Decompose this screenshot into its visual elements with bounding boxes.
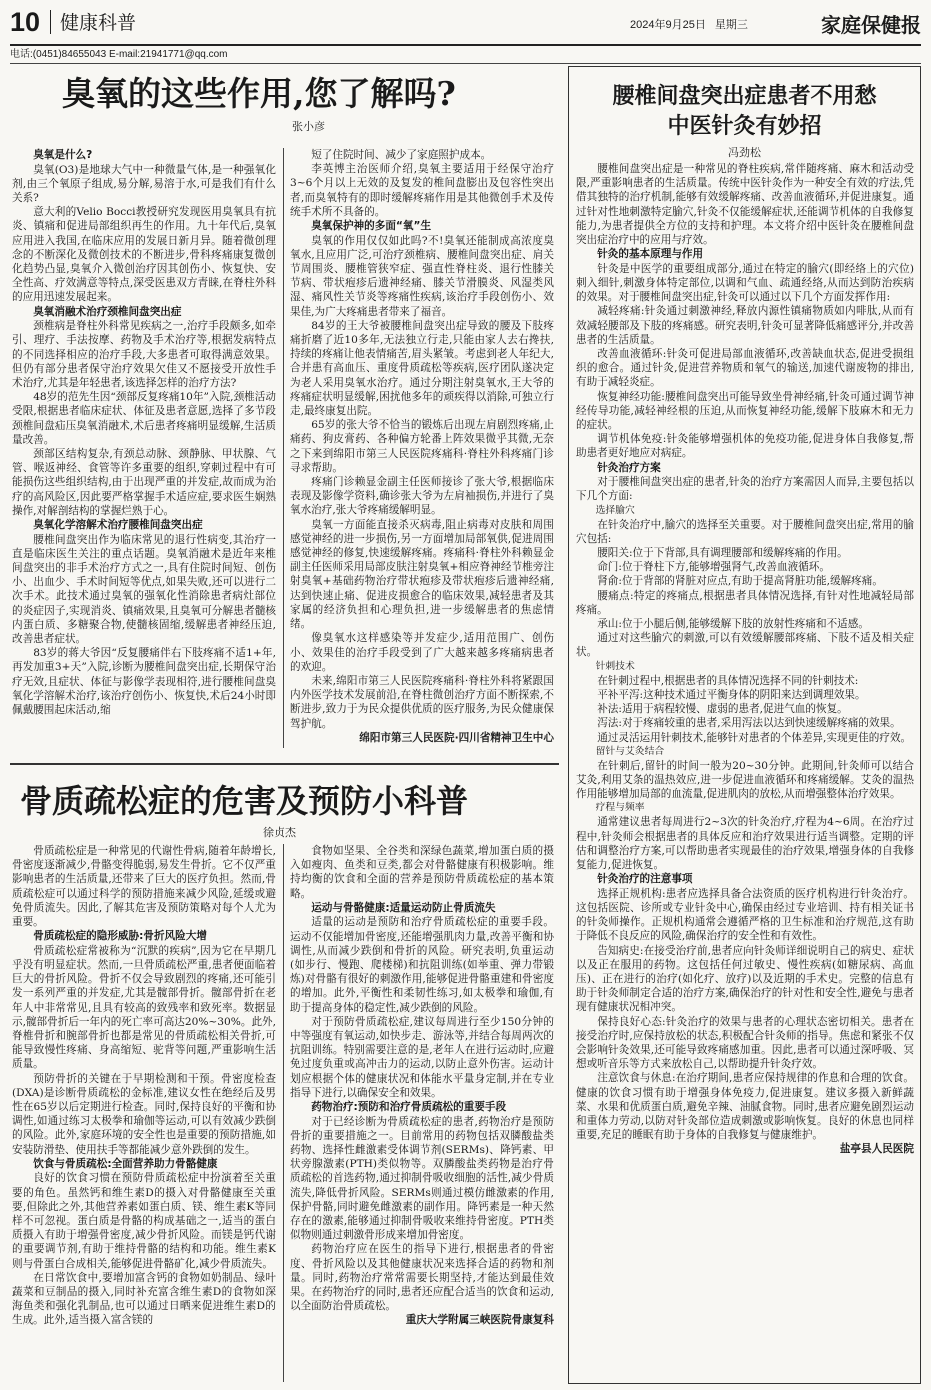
paragraph: 告知病史:在接受治疗前,患者应向针灸师详细说明自己的病史、症状以及正在服用的药物。这包括任何过敏史、慢性疾病(如糖尿病、高血压)、正在进行的治疗(如化疗、放疗)以及近期的手术史。完整的信息有助于针灸师制定合适的治疗方案,确保治疗的针对性和安全性,避免与患者现有健康状况相冲突。: [576, 944, 914, 1014]
paragraph: 通过对这些腧穴的刺激,可以有效缓解腰部疼痛、下肢不适及相关症状。: [576, 632, 914, 659]
paragraph: 腰椎间盘突出症是一种常见的脊柱疾病,常伴随疼痛、麻木和活动受限,严重影响患者的生活质量。传统中医针灸作为一种安全有效的疗法,凭借其独特的治疗机制,能够有效缓解疼痛、改善血液循环,并促进康复。通过针对性地刺激特定腧穴,针灸不仅能缓解症状,还能调节机体的自我修复能力,为患者提供全方位的支持和护理。本文将介绍中医针灸在腰椎间盘突出症治疗中的应用与疗效。: [576, 163, 914, 247]
paragraph: 对于预防骨质疏松症,建议每周进行至少150分钟的中等强度有氧运动,如快步走、游泳等,并结合每周两次的抗阻训练。特别需要注意的是,老年人在进行运动时,应避免过度负重或高冲击力的运动,以防止意外伤害。运动计划应根据个体的健康状况和体能水平量身定制,并在专业指导下进行,以确保安全和效果。: [290, 1015, 554, 1099]
paragraph: 肾俞:位于背部的肾脏对应点,有助于提高肾脏功能,缓解疼痛。: [597, 575, 883, 588]
masthead: [0, 0, 931, 44]
paragraph: 改善血液循环:针灸可促进局部血液循环,改善缺血状态,促进受损组织的愈合。通过针灸,促进营养物质和氧气的输送,加速代谢废物的排出,有助于减轻炎症。: [576, 348, 914, 389]
paragraph: 腰阳关:位于下背部,具有调理腰部和缓解疼痛的作用。: [597, 547, 848, 560]
subheading: 臭氧是什么?: [33, 149, 93, 161]
paragraph: 颈部区结构复杂,有颈总动脉、颈静脉、甲状腺、气管、喉返神经、食管等许多重要的组织,穿刺过程中有可能损伤这些组织结构,由于出现严重的并发症,故而成为治疗的高风险区,因此要严格掌握手术适应症,要求医生娴熟操作,对解剖结构的掌握烂熟于心。: [12, 448, 276, 517]
organization-signature: 重庆大学附属三峡医院骨康复科: [405, 1314, 554, 1327]
paragraph: 腰椎间盘突出作为临床常见的退行性病变,其治疗一直是临床医生关注的重点话题。臭氧消融术是近年来椎间盘突出的非手术治疗方式之一,具有住院时间短、创伤小、出血少、手术时间短等优点,如果失败,还可以进行二次手术。此技术通过臭氧的强氧化性消除患者病灶部位的炎症因子,实现消炎、镇痛效果,且臭氧可分解患者髓核内蛋白质、多糖聚合物,使髓核固缩,缓解患者神经压迫,改善患者症状。: [12, 533, 276, 646]
paragraph: 意大利的Velio Bocci教授研究发现医用臭氧具有抗炎、镇痛和促进局部组织再生的作用。九十年代后,臭氧应用进入我国,在临床应用的发展日新月异。随着微创理念的不断深化及微创技术的不断进步,骨科疼痛康复微创化趋势凸显,臭氧介入微创治疗因其创伤小、恢复快、安全性高、疗效满意等特点,深受医患双方青睐,在脊柱外科的应用迅速发展起来。: [12, 206, 276, 304]
masthead-rule: [10, 44, 921, 46]
paragraph: 调节机体免疫:针灸能够增强机体的免疫功能,促进身体自我修复,帮助患者更好地应对病症。: [576, 433, 914, 460]
paragraph: 平补平泻:这种技术通过平衡身体的阴阳来达到调理效果。: [597, 688, 866, 701]
article-title-line-1: 腰椎间盘突出症患者不用愁: [612, 83, 877, 109]
paragraph: 承山:位于小腿后侧,能够缓解下肢的放射性疼痛和不适感。: [597, 618, 869, 631]
paragraph: 疼痛门诊赖显金副主任医师接诊了张大爷,根据临床表现及影像学资料,确诊张大爷为左肩袖损伤,并进行了臭氧水治疗,张大爷疼痛缓解明显。: [290, 476, 554, 517]
date: [630, 18, 748, 32]
paragraph: 臭氧(O3)是地球大气中一种微量气体,是一种强氧化剂,由三个氧原子组成,易分解,易溶于水,可是我们有什么关系?: [12, 163, 276, 204]
paragraph: 通常建议患者每周进行2~3次的针灸治疗,疗程为4~6周。在治疗过程中,针灸师会根据患者的具体反应和治疗效果进行适当调整。定期的评估和调整治疗方案,可以帮助患者实现最佳的治疗效果,增强身体的自我修复能力,促进恢复。: [576, 816, 914, 871]
paragraph: 通过灵活运用针刺技术,能够针对患者的个体差异,实现更佳的疗效。: [597, 731, 912, 744]
subheading: 针灸治疗方案: [597, 461, 661, 474]
paragraph: 对于腰椎间盘突出症的患者,针灸的治疗方案需因人而异,主要包括以下几个方面:: [576, 476, 914, 503]
paragraph: 未来,绵阳市第三人民医院疼痛科·脊柱外科将紧跟国内外医学技术发展前沿,在脊柱微创治疗方面不断探索,不断进步,致力于为民众提供优质的医疗服务,为民众健康保驾护航。: [290, 674, 554, 730]
article-body: [576, 162, 914, 1380]
paragraph: 减轻疼痛:针灸通过刺激神经,释放内源性镇痛物质如内啡肽,从而有效减轻腰部及下肢的疼痛感。研究表明,针灸可显著降低痛感评分,并改善患者的生活质量。: [576, 305, 914, 346]
subheading: 臭氧保护神的多面“氧”生: [311, 220, 432, 233]
subheading: 针灸治疗的注意事项: [597, 873, 693, 886]
subheading: 留针与艾灸结合: [595, 745, 665, 757]
section-rule: [10, 763, 559, 765]
paragraph: 83岁的蒋大爷因“反复腰痛伴右下肢疼痛不适1+年,再发加重3+天”入院,诊断为腰椎间盘突出症,长期保守治疗无效,且症状、体征与影像学表现相符,进行腰椎间盘臭氧化学溶解术治疗,该治疗创伤小、恢复快,术后24小时即佩戴腰围起床活动,缩: [12, 647, 276, 717]
article-column-1: [12, 844, 276, 1382]
paragraph: 腰痛点:特定的疼痛点,根据患者具体情况选择,有针对性地减轻局部疼痛。: [576, 589, 914, 616]
column-divider: [283, 148, 284, 748]
organization-signature: 绵阳市第三人民医院·四川省精神卫生中心: [359, 731, 554, 744]
organization-signature: 盐亭县人民医院: [839, 1143, 914, 1156]
article-title-line-2: 中医针灸有妙招: [667, 113, 822, 139]
subheading: 药物治疗:预防和治疗骨质疏松的重要手段: [311, 1101, 507, 1114]
paragraph: 补法:适用于病程较慢、虚弱的患者,促进气血的恢复。: [597, 703, 848, 716]
subheading: 选择腧穴: [595, 504, 635, 516]
paragraph: 食物如坚果、全谷类和深绿色蔬菜,增加蛋白质的摄入如瘦肉、鱼类和豆类,都会对骨骼健康有积极影响。维持均衡的饮食和全面的营养是预防骨质疏松症的基本策略。: [290, 845, 554, 900]
subheading: 针灸的基本原理与作用: [597, 248, 704, 261]
paragraph: 65岁的张大爷不恰当的锻炼后出现左肩剧烈疼痛,止痛药、狗皮膏药、各种偏方轮番上阵效果微乎其微,无奈之下来到绵阳市第三人民医院疼痛科·脊柱外科疼痛门诊寻求帮助。: [290, 419, 554, 474]
contact-rule: [10, 63, 921, 64]
article-author: 张小彦: [292, 120, 325, 133]
article-column-2: [290, 844, 554, 1382]
article-title: 骨质疏松症的危害及预防小科普: [20, 782, 469, 820]
paragraph: 在针灸治疗中,腧穴的选择至关重要。对于腰椎间盘突出症,常用的腧穴包括:: [576, 518, 914, 545]
paragraph: 李英博主治医师介绍,臭氧主要适用于经保守治疗3~6个月以上无效的及复发的椎间盘膨出及包容性突出者,而臭氧特有的即时缓解疼痛作用是其他微创手术及传统手术所不具备的。: [290, 163, 554, 218]
paragraph: 骨质疏松症常被称为“沉默的疾病”,因为它在早期几乎没有明显症状。然而,一旦骨质疏松严重,患者便面临着巨大的骨折风险。骨折不仅会导致剧烈的疼痛,还可能引发一系列严重的并发症,尤其是髋部骨折。髋部骨折在老年人中非常常见,且具有较高的致残率和致死率。数据显示,髋部骨折后一年内的死亡率可高达20%~30%。此外,脊椎骨折和腕部骨折也都是常见的骨质疏松相关骨折,可能导致慢性疼痛、身高缩短、驼背等问题,严重影响生活质量。: [12, 944, 276, 1071]
weekday: 星期三: [714, 19, 748, 31]
subheading: 臭氧化学溶解术治疗腰椎间盘突出症: [33, 519, 203, 532]
contact-line: 电话:(0451)84655043 E-mail:21941771@qq.com: [10, 49, 228, 60]
paragraph: 药物治疗应在医生的指导下进行,根据患者的骨密度、骨折风险以及其他健康状况来选择合适的药物和剂量。同时,药物治疗常常需要长期坚持,才能达到最佳效果。在药物治疗的同时,患者还应配合适当的饮食和运动,以全面防治骨质疏松。: [290, 1243, 554, 1313]
paragraph: 颈椎病是脊柱外科常见疾病之一,治疗手段颇多,如牵引、理疗、手法按摩、药物及手术治疗等,根据发病特点的不同选择相应的治疗手段,大多患者可取得满意效果。但仍有部分患者保守治疗效果欠佳又不愿接受开放性手术治疗,尤其是年轻患者,该选择怎样的治疗方法?: [12, 320, 276, 390]
paragraph: 预防骨折的关键在于早期检测和干预。骨密度检查(DXA)是诊断骨质疏松的金标准,建议女性在绝经后及男性在65岁以后定期进行检查。同时,保持良好的平衡和协调性,如通过练习太极拳和瑜伽等运动,可以有效减少跌倒的风险。此外,家庭环境的安全性也是重要的预防措施,如安装防滑垫、使用扶手等都能减少意外跌倒的发生。: [12, 1072, 276, 1156]
paragraph: 84岁的王大爷被腰椎间盘突出症导致的腰及下肢疼痛折磨了近10多年,无法独立行走,只能由家人去右搀扶,持续的疼痛让他表情痛苦,眉头紧皱。考虑到老人年纪大,合并患有高血压、重度骨质疏松等疾病,医疗团队遂决定为老人采用臭氧水治疗。通过分期注射臭氧水,王大爷的疼痛症状明显缓解,困扰他多年的顽疾得以消除,可独立行走,最终康复出院。: [290, 319, 554, 418]
page-number: 10: [10, 7, 41, 37]
article-author: 徐贞杰: [263, 826, 296, 839]
paragraph: 对于已经诊断为骨质疏松症的患者,药物治疗是预防骨折的重要措施之一。目前常用的药物包括双膦酸盐类药物、选择性雌激素受体调节剂(SERMs)、降钙素、甲状旁腺激素(PTH)类似物等。双膦酸盐类药物是治疗骨质疏松的首选药物,通过抑制骨吸收细胞的活性,减少骨质流失,降低骨折风险。SERMs则通过模仿雌激素的作用,保护骨骼,同时避免雌激素的副作用。降钙素是一种天然存在的激素,能够通过抑制骨吸收来维持骨密度。PTH类似物则通过刺激骨形成来增加骨密度。: [290, 1115, 554, 1242]
paragraph: 在针刺过程中,根据患者的具体情况选择不同的针刺技术:: [597, 674, 859, 687]
paragraph: 在日常饮食中,要增加富含钙的食物如奶制品、绿叶蔬菜和豆制品的摄入,同时补充富含维生素D的食物如深海鱼类和强化乳制品,也可以通过日晒来促进维生素D的生成。此外,适当摄入富含镁的: [12, 1271, 276, 1327]
date-text: 2024年9月25日: [630, 19, 706, 31]
paper-name: 家庭保健报: [821, 13, 921, 37]
article-title: 臭氧的这些作用,您了解吗?: [62, 74, 456, 113]
paragraph: 适量的运动是预防和治疗骨质疏松症的重要手段。运动不仅能增加骨密度,还能增强肌肉力量,改善平衡和协调性,从而减少跌倒和骨折的风险。研究表明,负重运动(如步行、慢跑、爬楼梯)和抗阻训练(如举重、弹力带锻炼)对骨骼有很好的刺激作用,能够促进骨骼重建和骨密度的增加。此外,平衡性和柔韧性练习,如太极拳和瑜伽,有助于提高身体的稳定性,减少跌倒的风险。: [290, 916, 554, 1014]
subheading: 骨质疏松症的隐形威胁:骨折风险大增: [33, 930, 207, 943]
article-author: 冯劲松: [728, 146, 761, 159]
paragraph: 注意饮食与休息:在治疗期间,患者应保持规律的作息和合理的饮食。健康的饮食习惯有助于增强身体免疫力,促进康复。建议多摄入新鲜蔬菜、水果和优质蛋白质,避免辛辣、油腻食物。同时,患者应避免剧烈运动和重体力劳动,以防对针灸部位造成刺激或影响恢复。良好的休息也同样重要,充足的睡眠有助于身体的自我修复与健康维护。: [576, 1072, 914, 1142]
paragraph: 良好的饮食习惯在预防骨质疏松症中扮演着至关重要的角色。虽然钙和维生素D的摄入对骨骼健康至关重要,但除此之外,其他营养素如蛋白质、镁、维生素K等同样不可忽视。蛋白质是骨骼的构成基础之一,适当的蛋白质摄入有助于增强骨密度,减少骨折风险。而镁是钙代谢的重要调节剂,有助于维持骨骼的结构和功能。维生素K则与骨蛋白合成相关,能够促进骨骼矿化,减少骨质流失。: [12, 1172, 276, 1270]
article-column-1: [12, 148, 276, 748]
subheading: 针刺技术: [595, 660, 635, 672]
subheading: 疗程与频率: [595, 802, 645, 814]
paragraph: 选择正规机构:患者应选择具备合法资质的医疗机构进行针灸治疗。这包括医院、诊所或专业针灸中心,确保由经过专业培训、持有相关证书的针灸师操作。正规机构通常会遵循严格的卫生标准和治疗规范,这有助于降低不良反应的风险,确保治疗的安全性和有效性。: [576, 887, 914, 943]
paragraph: 保持良好心态:针灸治疗的效果与患者的心理状态密切相关。患者在接受治疗时,应保持放松的状态,积极配合针灸师的指导。焦虑和紧张不仅会影响针灸效果,还可能导致疼痛感加重。因此,患者可以通过深呼吸、冥想或听音乐等方式来放松自己,以帮助提升针灸疗效。: [576, 1015, 914, 1071]
header-divider: [50, 10, 51, 34]
section-title: 健康科普: [60, 12, 137, 34]
article-column-2: [290, 148, 554, 748]
paragraph: 骨质疏松症是一种常见的代谢性骨病,随着年龄增长,骨密度逐渐减少,骨骼变得脆弱,易发生骨折。它不仅严重影响患者的生活质量,还带来了巨大的医疗负担。然而,骨质疏松症可以通过科学的预防措施来减少风险,延缓或避免骨质流失。因此,了解其危害及预防策略对每个人尤为重要。: [12, 845, 276, 929]
paragraph: 泻法:对于疼痛较重的患者,采用泻法以达到快速缓解疼痛的效果。: [597, 717, 901, 730]
paragraph: 像臭氧水这样感染等并发症少,适用范围广、创伤小、效果佳的治疗手段受到了广大越来越多疼痛病患者的欢迎。: [290, 632, 554, 673]
paragraph: 臭氧的作用仅仅如此吗?不!臭氧还能制成高浓度臭氧水,且应用广泛,可治疗颈椎病、腰椎间盘突出症、肩关节周围炎、腰椎管狭窄症、强直性脊柱炎、退行性膝关节病、带状疱疹后遗神经痛、膝关节滑膜炎、风湿类风湿、痛风性关节炎等疼痛性疾病,该治疗手段创伤小、效果佳,为广大疼痛患者带来了福音。: [290, 234, 554, 318]
paragraph: 短了住院时间、减少了家庭照护成本。: [311, 149, 492, 161]
paragraph: 48岁的范先生因“颈部反复疼痛10年”入院,颈椎活动受限,根据患者临床症状、体征及患者意愿,选择了多节段颈椎间盘疝压臭氧消融术,术后患者疼痛明显缓解,生活质量改善。: [12, 391, 276, 446]
subheading: 饮食与骨质疏松:全面营养助力骨骼健康: [33, 1157, 218, 1170]
paragraph: 臭氧一方面能直接杀灭病毒,阻止病毒对皮肤和周围感觉神经的进一步损伤,另一方面增加局部氧供,促进周围感觉神经的修复,快速缓解疼痛。疼痛科·脊柱外科赖显金副主任医师采用局部皮肤注射臭氧+相应脊神经节椎旁注射臭氧+基础药物治疗带状疱疹及带状疱疹后遗神经痛,达到快速止痛、促进皮损愈合的临床效果,减轻患者及其家属的经济负担和心理负担,进一步缓解患者的焦虑情绪。: [290, 518, 554, 631]
paragraph: 在针刺后,留针的时间一般为20~30分钟。此期间,针灸师可以结合艾灸,利用艾条的温热效应,进一步促进血液循环和疼痛缓解。艾灸的温热作用能够增加局部的血流量,促进肌肉的放松,从而增强整体治疗效果。: [576, 759, 914, 801]
subheading: 臭氧消融术治疗颈椎间盘突出症: [33, 305, 182, 318]
paragraph: 针灸是中医学的重要组成部分,通过在特定的腧穴(即经络上的穴位)刺入细针,刺激身体特定部位,以调和气血、疏通经络,从而达到防治疾病的效果。对于腰椎间盘突出症,针灸可以通过以下几个方面发挥作用:: [576, 262, 914, 304]
paragraph: 恢复神经功能:腰椎间盘突出可能导致坐骨神经痛,针灸可通过调节神经传导功能,减轻神经根的压迫,从而恢复神经功能,缓解下肢麻木和无力的症状。: [576, 390, 914, 432]
paragraph: 命门:位于脊柱下方,能够增强肾气,改善血液循环。: [597, 561, 830, 574]
column-divider: [283, 844, 284, 1382]
subheading: 运动与骨骼健康:适量运动防止骨质流失: [311, 901, 496, 914]
